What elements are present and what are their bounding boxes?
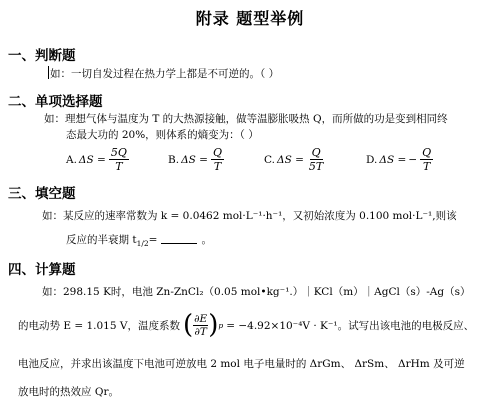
option-d: [366, 146, 433, 173]
option-c-denominator: 5T: [308, 160, 324, 173]
section-heading-calculation: 四、计算题: [8, 262, 76, 278]
option-c-numerator: Q: [311, 146, 321, 159]
temperature-coefficient: [183, 312, 223, 338]
judgment-example-text: 如：一切自发过程在热力学上都是不可逆的。（ ）: [50, 68, 280, 80]
option-d-denominator: T: [422, 160, 431, 173]
option-a-denominator: T: [115, 160, 123, 173]
option-b: [168, 146, 224, 173]
option-a: [66, 146, 129, 173]
calc-line3: 电池反应，并求出该温度下电池可逆放电 2 mol 电子电量时的 ΔrGm、 ΔrSm、 ΔrHm 及可逆: [18, 358, 465, 370]
option-d-fraction: [420, 146, 433, 173]
left-paren: (: [182, 310, 194, 340]
derivative-denominator: ∂T: [194, 325, 207, 338]
text-cursor: [48, 66, 49, 79]
half-life-period: 。: [201, 234, 212, 246]
half-life-subscript: 1/2: [136, 239, 149, 248]
option-c-label: C.: [264, 153, 275, 166]
fill-blank-line2: [66, 232, 212, 248]
answer-blank[interactable]: [161, 233, 197, 244]
section-heading-fill-blank: 三、填空题: [8, 186, 76, 202]
option-d-label: D.: [366, 153, 378, 166]
option-c-lhs: ΔS =: [277, 153, 304, 166]
calc-line1: 如：298.15 K时，电池 Zn-ZnCl₂（0.05 mol•kg⁻¹.）｜KCl（m）｜AgCl（s）-Ag（s）: [42, 286, 471, 298]
option-b-label: B.: [168, 153, 180, 166]
half-life-prefix: 反应的半衰期 t: [66, 234, 137, 246]
derivative-numerator: ∂E: [194, 312, 208, 325]
option-a-label: A.: [66, 153, 77, 166]
choice-question-line1: 如：理想气体与温度为 T 的大热源接触，做等温膨胀吸热 Q，而所做的功是变到相同终: [44, 113, 448, 125]
section-heading-single-choice: 二、单项选择题: [8, 94, 103, 110]
option-c-fraction: [307, 146, 325, 173]
option-b-fraction: [211, 146, 224, 173]
option-d-lhs: ΔS =: [379, 153, 407, 166]
calc-line2: [18, 312, 474, 338]
fill-blank-line1: 如：某反应的速率常数为 k = 0.0462 mol·L⁻¹·h⁻¹，又初始浓度为 0.100 mol·L⁻¹,则该: [42, 210, 457, 222]
derivative-subscript: p: [218, 320, 224, 330]
option-b-numerator: Q: [212, 146, 223, 159]
choice-question-line2: 态最大功的 20%，则体系的熵变为：（ ）: [66, 129, 259, 141]
calc-line2-prefix: 的电动势 E = 1.015 V，温度系数: [18, 319, 180, 332]
section-heading-judgment: 一、判断题: [8, 48, 76, 64]
option-c: [264, 146, 325, 173]
half-life-equals: =: [148, 234, 158, 246]
calc-line2-suffix: = −4.92×10⁻⁴V · K⁻¹。试写出该电池的电极反应、: [226, 319, 475, 332]
option-d-sign: −: [408, 153, 418, 166]
partial-derivative: [193, 313, 208, 338]
option-b-lhs: ΔS =: [181, 153, 208, 166]
option-b-denominator: T: [213, 160, 222, 173]
calc-line4: 放电时的热效应 Qr。: [18, 386, 119, 398]
page-title: 附录 题型举例: [195, 9, 305, 28]
option-d-numerator: Q: [422, 146, 432, 159]
option-a-fraction: [109, 146, 129, 173]
option-a-numerator: 5Q: [110, 146, 127, 159]
option-a-lhs: ΔS =: [78, 153, 106, 166]
judgment-example: [48, 66, 279, 81]
right-paren: ): [208, 310, 219, 340]
